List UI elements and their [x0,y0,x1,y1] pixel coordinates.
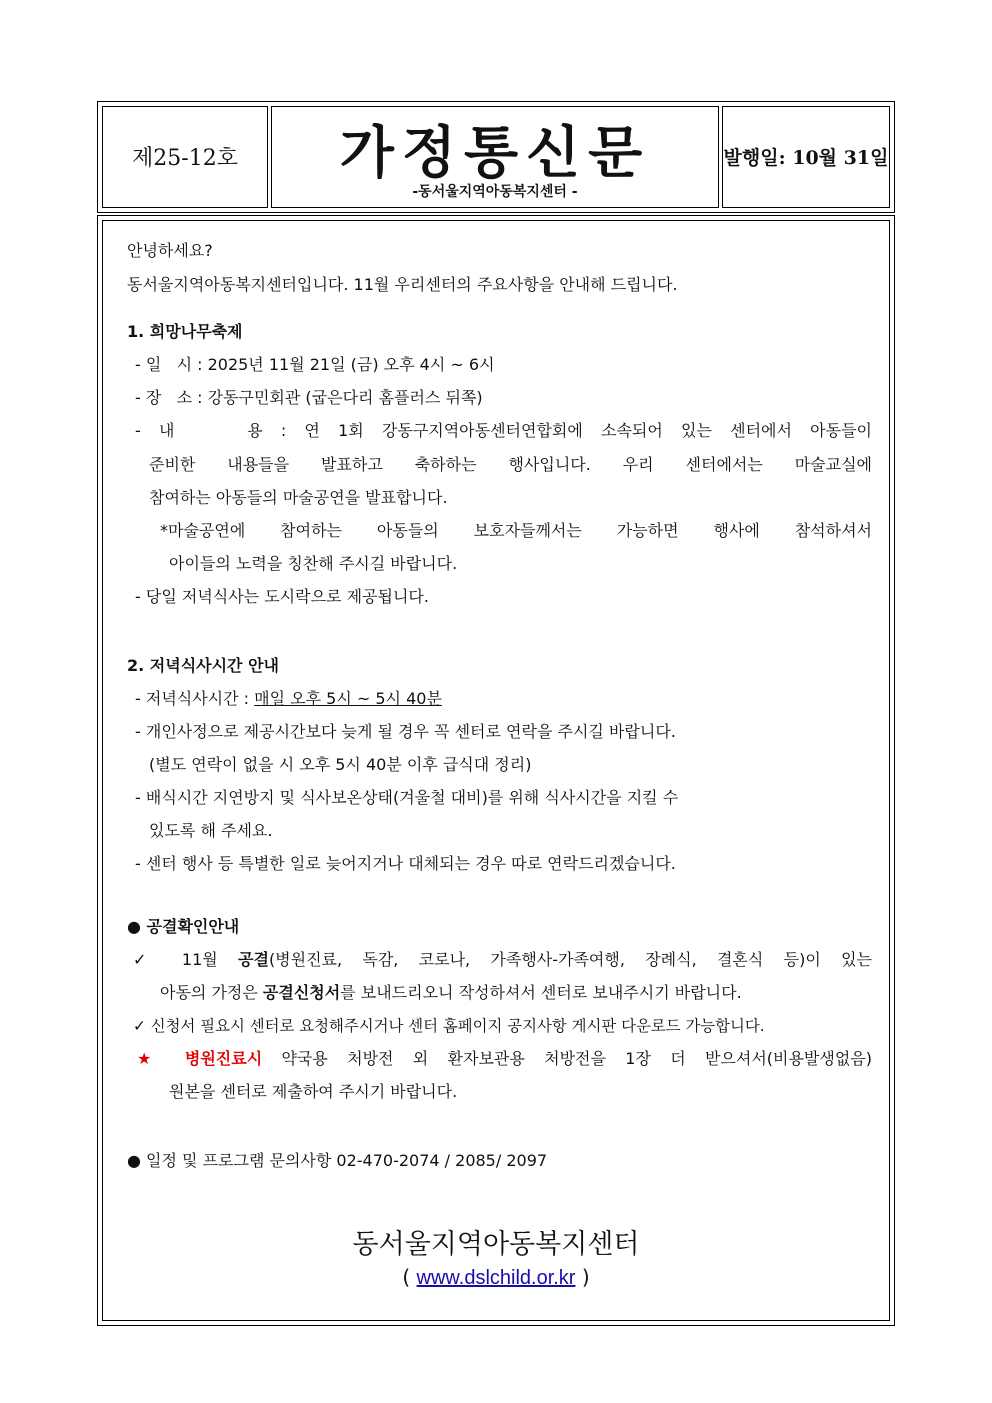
issue-number: 제25-12호 [132,146,238,171]
keep-time-2: 있도록 해 주세요. [149,821,273,840]
star-icon: ★ [137,1049,166,1068]
org-name: 동서울지역아동복지센터 [352,1229,640,1260]
absence-heading-row [127,917,239,937]
event-notice: - 센터 행사 등 특별한 일로 늦어지거나 대체되는 경우 따로 연락드리겠습니다. [135,854,676,873]
website-link[interactable]: www.dslchild.or.kr [416,1267,576,1289]
hospital-notice-2: 원본을 센터로 제출하여 주시기 바랍니다. [169,1082,458,1101]
org-url-row: ( www.dslchild.or.kr ) [402,1265,590,1289]
festival-note-1: *마술공연에 참여하는 아동들의 보호자들께서는 가능하면 행사에 참석하셔서 [160,521,872,540]
contact-row [127,1151,547,1171]
late-notice-2: (별도 연락이 없을 시 오후 5시 40분 이후 급식대 정리) [149,755,532,774]
intro-line: 동서울지역아동복지센터입니다. 11월 우리센터의 주요사항을 안내해 드립니다. [127,275,678,294]
absence-item-1: ✓ 11월 공결(병원진료, 독감, 코로나, 가족행사-가족여행, 장례식, 결혼식 등)이 있는 [133,950,872,969]
absence-heading: 공결확인안내 [146,917,240,936]
date-cell [722,106,890,208]
absence-item-1-cont: 아동의 가정은 공결신청서를 보내드리오니 작성하셔서 센터로 보내주시기 바랍니다. [160,983,742,1002]
festival-note-2: 아이들의 노력을 칭찬해 주시길 바랍니다. [169,554,458,573]
contact-text: 일정 및 프로그램 문의사항 02-470-2074 / 2085/ 2097 [146,1151,548,1170]
dinner-time-value: 매일 오후 5시 ~ 5시 40분 [254,689,442,708]
late-notice-1: - 개인사정으로 제공시간보다 늦게 될 경우 꼭 센터로 연락을 주시길 바랍니다. [135,722,676,741]
festival-content-1: - 내 용 : 연 1회 강동구지역아동센터연합회에 소속되어 있는 센터에서 아동들이 [135,421,872,440]
absence-item-2: ✓ 신청서 필요시 센터로 요청해주시거나 센터 홈페이지 공지사항 게시판 다운로드 가능합니다. [133,1017,765,1035]
bullet-icon: ● [127,917,147,936]
page-title: 가정통신문 [339,120,651,186]
keep-time-1: - 배식시간 지연방지 및 식사보온상태(겨울철 대비)를 위해 식사시간을 지킬 수 [135,788,679,807]
header-frame [97,101,895,213]
section1-heading: 1. 희망나무축제 [127,322,243,341]
page-subtitle: -동서울지역아동복지센터 - [412,184,578,200]
issue-cell [102,106,268,208]
dinner-time [135,689,442,709]
festival-content-3: 참여하는 아동들의 마술공연을 발표합니다. [149,488,448,507]
title-cell [271,106,719,208]
festival-date: - 일 시 : 2025년 11월 21일 (금) 오후 4시 ~ 6시 [135,355,495,374]
festival-content-2: 준비한 내용들을 발표하고 축하하는 행사입니다. 우리 센터에서는 마술교실에 [149,455,872,474]
greeting: 안녕하세요? [127,241,213,260]
festival-dinner: - 당일 저녁식사는 도시락으로 제공됩니다. [135,587,429,606]
hospital-notice: ★ 병원진료시 약국용 처방전 외 환자보관용 처방전을 1장 더 받으셔서(비용발생없음) [137,1049,873,1068]
issue-date: 발행일: 10월 31일 [723,147,889,169]
section2-heading: 2. 저녁식사시간 안내 [127,656,279,675]
bullet-icon: ● [127,1151,147,1170]
dinner-time-label: - 저녁식사시간 : [135,689,255,708]
festival-place: - 장 소 : 강동구민회관 (굽은다리 홈플러스 뒤쪽) [135,388,483,407]
